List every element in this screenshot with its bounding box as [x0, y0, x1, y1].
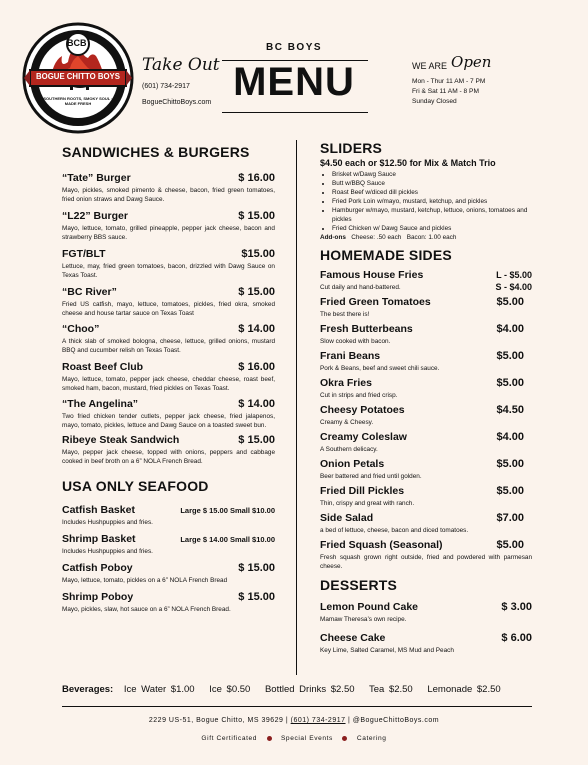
- item-description: Lettuce, may, fried green tomatoes, bacon, drizzled with Dawg Sauce on Texas Toast.: [62, 263, 275, 279]
- item-description: A Southern delicacy.: [320, 446, 378, 453]
- item-name: Creamy Coleslaw: [320, 431, 407, 443]
- open-label: Open: [451, 53, 492, 71]
- item-name: Lemon Pound Cake: [320, 601, 419, 613]
- item-description: The best there is!: [320, 311, 370, 318]
- item-description: Mayo, lettuce, tomato, pepper jack cheese, cheddar cheese, roast beef, smoked ham, bacon, mustard, fried pickles on Texas Toast.: [62, 376, 275, 392]
- hours: [412, 77, 485, 107]
- beverage-item: Tea $2.50: [368, 684, 413, 695]
- menu-item: [62, 591, 275, 614]
- right-column: [320, 140, 532, 659]
- sliders-pricing: $4.50 each or $12.50 for Mix & Match Trio: [320, 158, 496, 168]
- section-title-sides: HOMEMADE SIDES: [320, 247, 452, 263]
- item-price: [495, 269, 532, 293]
- service-gift: Gift Certificated: [201, 735, 258, 742]
- logo-badge-text: BCB: [67, 38, 87, 48]
- hours-line: Fri & Sat 11 AM - 8 PM: [412, 88, 479, 95]
- menu-rule-bottom: [222, 112, 368, 113]
- footer-address-row: [0, 717, 588, 724]
- item-description: Thin, crispy and great with ranch.: [320, 500, 415, 507]
- menu-item: [320, 458, 532, 481]
- header-website[interactable]: BogueChittoBoys.com: [142, 99, 212, 106]
- item-description: Creamy & Cheesy.: [320, 419, 374, 426]
- list-item: • Roast Beef w/diced dill pickles: [332, 188, 532, 197]
- sliders-list: [320, 170, 532, 233]
- menu-item: [62, 504, 275, 527]
- item-description: Fresh squash grown right outside, fried and powdered with parmesan cheese.: [320, 554, 532, 570]
- item-price: $ 16.00: [238, 172, 275, 184]
- header-phone[interactable]: (601) 734-2917: [142, 83, 190, 90]
- menu-item: [320, 485, 532, 508]
- item-description: Key Lime, Salted Caramel, MS Mud and Peach: [320, 647, 454, 654]
- item-name: “Tate” Burger: [62, 172, 131, 184]
- item-description: Cut daily and hand-battered.: [320, 284, 401, 291]
- price-large: L - $5.00: [496, 270, 532, 280]
- item-name: Catfish Basket: [62, 504, 135, 516]
- addons: [320, 234, 532, 241]
- price-small: S - $4.00: [495, 282, 532, 292]
- item-name: “L22” Burger: [62, 210, 128, 222]
- menu-item: [320, 350, 532, 373]
- menu-item: [62, 361, 275, 393]
- footer-address: 2229 US-51, Bogue Chitto, MS 39629: [148, 717, 284, 724]
- item-description: Includes Hushpuppies and fries.: [62, 519, 153, 526]
- menu-item: [320, 632, 532, 655]
- item-name: Catfish Poboy: [62, 562, 133, 574]
- menu-title: MENU: [233, 60, 355, 104]
- item-name: “Choo”: [62, 323, 100, 335]
- item-name: Ribeye Steak Sandwich: [62, 434, 180, 446]
- item-name: Okra Fries: [320, 377, 372, 389]
- item-name: Onion Petals: [320, 458, 385, 470]
- item-price: $5.00: [496, 458, 524, 470]
- left-column: [62, 140, 275, 618]
- list-item: • Hamburger w/mayo, mustard, ketchup, lettuce, onions, tomatoes and pickles: [332, 206, 532, 224]
- footer-social[interactable]: @BogueChittoBoys.com: [352, 717, 440, 724]
- item-description: Beer battered and fried until golden.: [320, 473, 422, 480]
- item-description: Includes Hushpuppies and fries.: [62, 548, 153, 555]
- footer-phone[interactable]: (601) 734-2917: [290, 717, 346, 724]
- column-divider: [296, 140, 297, 675]
- item-price: $5.00: [496, 296, 524, 308]
- item-name: Shrimp Basket: [62, 533, 136, 545]
- item-price: $ 14.00: [238, 398, 275, 410]
- item-description: Pork & Beans, beef and sweet chili sauce.: [320, 365, 440, 372]
- item-price: $ 15.00: [238, 286, 275, 298]
- beverages-row: [62, 684, 511, 695]
- service-events: Special Events: [280, 735, 333, 742]
- section-title-sandwiches: SANDWICHES & BURGERS: [62, 144, 250, 160]
- beverage-item: Bottled Drinks $2.50: [264, 684, 355, 695]
- item-name: “The Angelina”: [62, 398, 139, 410]
- beverage-item: Ice $0.50: [209, 684, 251, 695]
- item-name: Famous House Fries: [320, 269, 424, 281]
- menu-item: [62, 323, 275, 355]
- menu-item: [62, 434, 275, 466]
- item-name: “BC River”: [62, 286, 117, 298]
- item-price: $ 16.00: [238, 361, 275, 373]
- item-description: Mayo, pickles, slaw, hot sauce on a 6” NOLA French Bread.: [62, 606, 231, 613]
- item-name: Frani Beans: [320, 350, 381, 362]
- we-are-label: WE ARE: [412, 61, 448, 71]
- list-item: • Butt w/BBQ Sauce: [332, 179, 532, 188]
- item-name: Roast Beef Club: [62, 361, 144, 373]
- item-description: Slow cooked with bacon.: [320, 338, 391, 345]
- item-name: Side Salad: [320, 512, 374, 524]
- section-title-sliders: SLIDERS: [320, 140, 383, 156]
- item-description: Cut in strips and fried crisp.: [320, 392, 398, 399]
- item-description: Mayo, lettuce, tomato, pickles on a 6” NOLA French Bread: [62, 577, 228, 584]
- hours-line: Sunday Closed: [412, 98, 457, 105]
- section-title-desserts: DESSERTS: [320, 577, 398, 593]
- item-price: $ 15.00: [238, 591, 275, 603]
- beverage-item: Ice Water $1.00: [123, 684, 195, 695]
- item-name: Fresh Butterbeans: [320, 323, 413, 335]
- item-name: Shrimp Poboy: [62, 591, 134, 603]
- menu-item: [320, 296, 532, 319]
- item-price: $5.00: [496, 377, 524, 389]
- item-description: Mayo, pepper jack cheese, topped with onions, peppers and cabbage cooked in beef broth on a 6” NOLA French Bread.: [62, 449, 275, 465]
- bullet-icon: [267, 736, 272, 741]
- list-item: • Fried Pork Loin w/mayo, mustard, ketchup, and pickles: [332, 197, 532, 206]
- menu-item: [320, 431, 532, 454]
- brand-name: BC BOYS: [265, 42, 323, 53]
- menu-item: [320, 323, 532, 346]
- logo-banner-text: BOGUE CHITTO BOYS: [36, 72, 120, 81]
- item-name: Fried Dill Pickles: [320, 485, 405, 497]
- item-name: FGT/BLT: [62, 248, 106, 260]
- item-description: Mamaw Theresa’s own recipe.: [320, 616, 407, 623]
- item-description: Mayo, lettuce, tomato, grilled pineapple, pepper jack cheese, bacon and strawberry BBS sauce.: [62, 225, 275, 241]
- item-price: $ 6.00: [501, 632, 532, 644]
- separator: |: [347, 717, 353, 724]
- item-price: $5.00: [496, 350, 524, 362]
- separator: |: [285, 717, 291, 724]
- list-item: • Fried Chicken w/ Dawg Sauce and pickles: [332, 224, 532, 233]
- item-price: $ 3.00: [501, 601, 532, 613]
- item-price: Large $ 14.00 Small $10.00: [180, 535, 275, 544]
- addons-cheese: Cheese: .50 each: [351, 234, 402, 241]
- bullet-icon: [342, 736, 347, 741]
- menu-item: [62, 210, 275, 242]
- hours-line: Mon - Thur 11 AM - 7 PM: [412, 78, 486, 85]
- item-name: Fried Squash (Seasonal): [320, 539, 443, 551]
- item-description: a bed of lettuce, cheese, bacon and diced tomatoes.: [320, 527, 469, 534]
- menu-item: [320, 377, 532, 400]
- item-price: $4.50: [496, 404, 524, 416]
- take-out-label: Take Out: [142, 55, 220, 75]
- list-item: • Brisket w/Dawg Sauce: [332, 170, 532, 179]
- item-price: $4.00: [496, 431, 524, 443]
- item-price: $ 15.00: [238, 434, 275, 446]
- services-row: [0, 735, 588, 742]
- item-price: $ 15.00: [238, 562, 275, 574]
- footer-divider: [62, 706, 532, 707]
- menu-item: [62, 286, 275, 318]
- menu-item: [320, 269, 532, 293]
- menu-item: [320, 404, 532, 427]
- beverage-item: Lemonade $2.50: [427, 684, 501, 695]
- item-name: Cheese Cake: [320, 632, 386, 644]
- menu-item: [62, 248, 275, 280]
- logo-ring-text: SOUTHERN ROOTS, SMOKY SOUL · MADE FRESH: [43, 96, 113, 106]
- item-price: $ 15.00: [238, 210, 275, 222]
- menu-item: [320, 601, 532, 624]
- item-price: Large $ 15.00 Small $10.00: [180, 506, 275, 515]
- menu-item: [62, 398, 275, 430]
- item-description: Two fried chicken tender cutlets, pepper jack cheese, fried jalapenos, mayo, tomato, pickles, lettuce and Dawg Sauce on a toasted sweet bun.: [62, 413, 275, 429]
- item-name: Cheesy Potatoes: [320, 404, 405, 416]
- service-catering: Catering: [356, 735, 387, 742]
- item-price: $15.00: [241, 248, 275, 260]
- menu-item: [320, 539, 532, 571]
- beverages-label: Beverages:: [62, 684, 114, 695]
- item-price: $7.00: [496, 512, 524, 524]
- addons-label: Add-ons: [320, 234, 346, 241]
- item-price: $5.00: [496, 485, 524, 497]
- menu-item: [62, 562, 275, 585]
- menu-item: [62, 533, 275, 556]
- item-description: A thick slab of smoked bologna, cheese, lettuce, grilled onions, mustard BBQ and cucumber relish on Texas Toast.: [62, 338, 275, 354]
- item-price: $4.00: [496, 323, 524, 335]
- item-price: $ 14.00: [238, 323, 275, 335]
- menu-item: [320, 512, 532, 535]
- item-description: Mayo, pickles, smoked pimento & cheese, bacon, fried green tomatoes, fried onion straws and Dawg Sauce.: [62, 187, 275, 203]
- section-title-seafood: USA ONLY SEAFOOD: [62, 478, 209, 494]
- item-name: Fried Green Tomatoes: [320, 296, 431, 308]
- open-banner: [412, 53, 491, 71]
- menu-item: [62, 172, 275, 204]
- item-price: $5.00: [496, 539, 524, 551]
- addons-bacon: Bacon: 1.00 each: [406, 234, 457, 241]
- item-description: Fried US catfish, mayo, lettuce, tomatoes, pickles, fried okra, smoked cheese and house tartar sauce on Texas Toast: [62, 301, 275, 317]
